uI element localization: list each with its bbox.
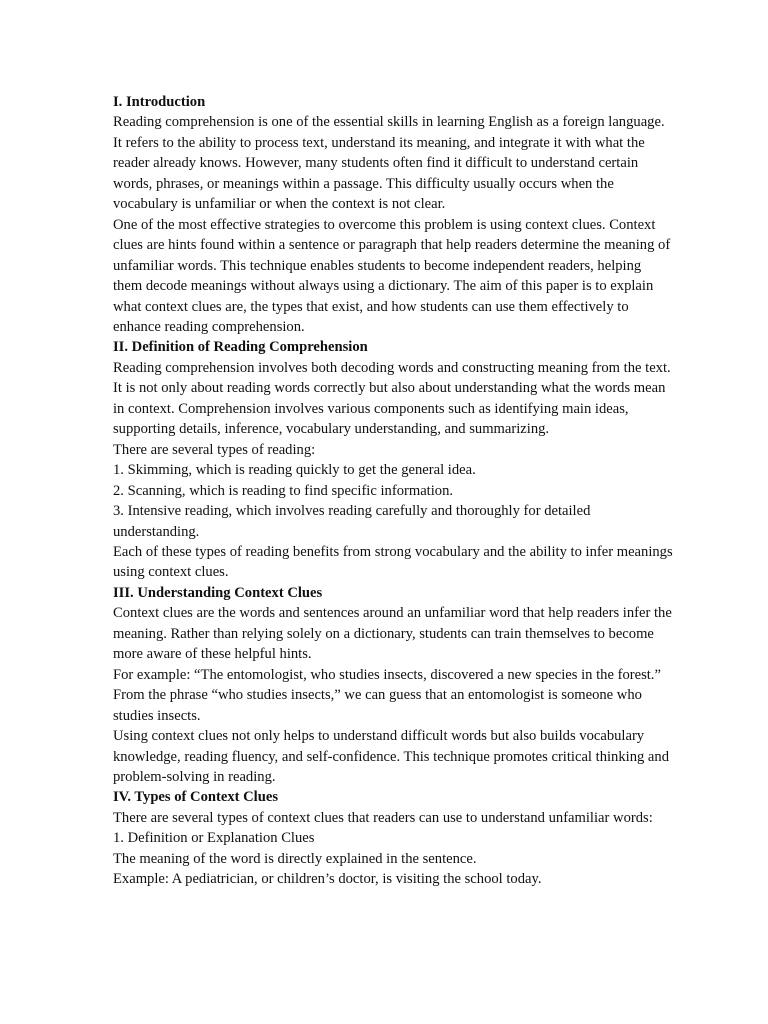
paragraph: For example: “The entomologist, who studies insects, discovered a new species in the forest.” From the phrase “who studies insects,” we can guess that an entomologist is someone who studies insects. bbox=[113, 666, 661, 724]
section-heading: III. Understanding Context Clues bbox=[113, 584, 323, 601]
section-types-of-context-clues bbox=[113, 787, 673, 889]
paragraph: Context clues are the words and sentences around an unfamiliar word that help readers infer the meaning. Rather than relying solely on a dictionary, students can train themselves to become more aware of these helpful hints. bbox=[113, 605, 672, 663]
list-item: 2. Scanning, which is reading to find specific information. bbox=[113, 482, 454, 499]
paragraph: One of the most effective strategies to overcome this problem is using context clues. Context clues are hints found within a sentence or paragraph that help readers determine the meaning of unfamiliar words. This technique enables students to become independent readers, helping them decode meanings without always using a dictionary. The aim of this paper is to explain what context clues are, the types that exist, and how students can use them effectively to enhance reading comprehension. bbox=[113, 216, 671, 335]
paragraph: Reading comprehension is one of the essential skills in learning English as a foreign language. It refers to the ability to process text, understand its meaning, and integrate it with what the reader already knows. However, many students often find it difficult to understand certain words, phrases, or meanings within a passage. This difficulty usually occurs when the vocabulary is unfamiliar or when the context is not clear. bbox=[113, 114, 665, 213]
paragraph: Reading comprehension involves both decoding words and constructing meaning from the text. It is not only about reading words correctly but also about understanding what the words mean in context. Comprehension involves various components such as identifying main ideas, supporting details, inference, vocabulary understanding, and summarizing. bbox=[113, 359, 671, 438]
paragraph: Example: A pediatrician, or children’s doctor, is visiting the school today. bbox=[113, 871, 542, 888]
list-item: 1. Definition or Explanation Clues bbox=[113, 830, 315, 847]
paragraph: The meaning of the word is directly explained in the sentence. bbox=[113, 850, 477, 867]
section-understanding-context-clues bbox=[113, 583, 673, 788]
section-heading: I. Introduction bbox=[113, 94, 206, 110]
section-definition-reading-comprehension bbox=[113, 337, 673, 582]
section-introduction bbox=[113, 92, 673, 337]
section-heading: IV. Types of Context Clues bbox=[113, 789, 279, 806]
list-item: 1. Skimming, which is reading quickly to get the general idea. bbox=[113, 462, 476, 479]
document-page bbox=[113, 92, 673, 890]
list-item: 3. Intensive reading, which involves reading carefully and thoroughly for detailed understanding. bbox=[113, 503, 591, 540]
paragraph: Each of these types of reading benefits from strong vocabulary and the ability to infer meanings using context clues. bbox=[113, 543, 673, 581]
paragraph: There are several types of reading: bbox=[113, 441, 316, 458]
section-heading: II. Definition of Reading Comprehension bbox=[113, 339, 368, 356]
paragraph: Using context clues not only helps to understand difficult words but also builds vocabulary knowledge, reading fluency, and self-confidence. This technique promotes critical thinking and problem-solving in reading. bbox=[113, 728, 670, 785]
paragraph: There are several types of context clues that readers can use to understand unfamiliar words: bbox=[113, 809, 653, 826]
